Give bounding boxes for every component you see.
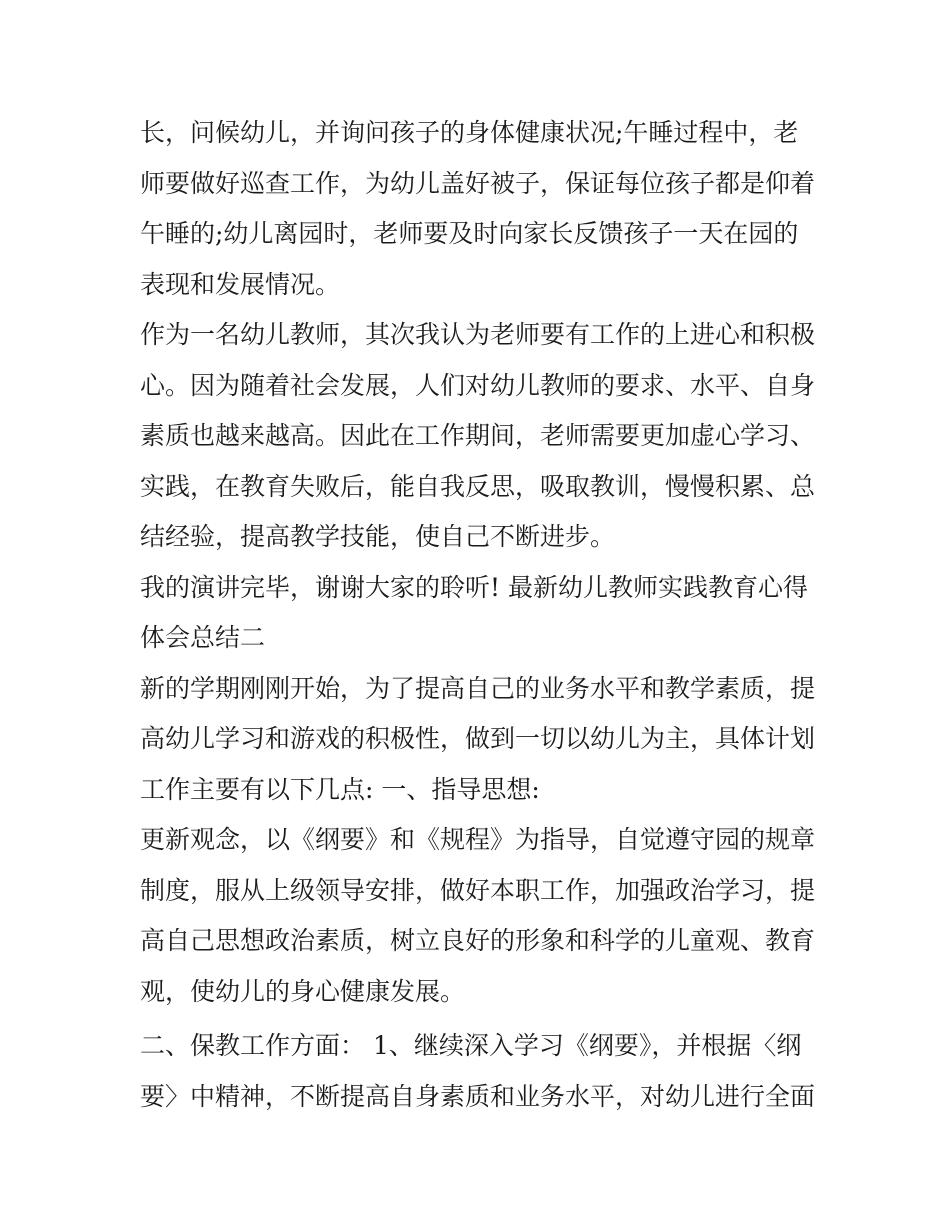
- text-line: 结经验，提高教学技能，使自己不断进步。: [140, 522, 616, 551]
- text-line: 素质也越来越高。因此在工作期间，老师需要更加虚心学习、: [140, 421, 816, 450]
- text-line: 高幼儿学习和游戏的积极性，做到一切以幼儿为主，具体计划: [140, 724, 816, 753]
- text-line: 心。因为随着社会发展，人们对幼儿教师的要求、水平、自身: [140, 370, 816, 400]
- text-line: 二、保教工作方面： 1、继续深入学习《纲要》，并根据〈纲: [140, 1031, 802, 1060]
- text-line: 观，使幼儿的身心健康发展。: [140, 976, 466, 1006]
- text-line: 更新观念，以《纲要》和《规程》为指导，自觉遵守园的规章: [140, 825, 816, 854]
- text-line: 长，问候幼儿，并询问孩子的身体健康状况;午睡过程中，老: [140, 118, 799, 147]
- text-line: 表现和发展情况。: [140, 269, 341, 299]
- text-line: 作为一名幼儿教师，其次我认为老师要有工作的上进心和积极: [140, 320, 816, 349]
- document-body: [140, 108, 816, 1122]
- text-line: 制度，服从上级领导安排，做好本职工作，加强政治学习，提: [140, 875, 816, 905]
- text-line: 师要做好巡查工作，为幼儿盖好被子，保证每位孩子都是仰着: [140, 168, 816, 198]
- text-line: 工作主要有以下几点: 一、指导思想:: [140, 774, 540, 804]
- text-line: 我的演讲完毕，谢谢大家的聆听! 最新幼儿教师实践教育心得: [140, 572, 808, 602]
- text-line: 新的学期刚刚开始，为了提高自己的业务水平和教学素质，提: [140, 673, 816, 703]
- text-line: 高自己思想政治素质，树立良好的形象和科学的儿童观、教育: [140, 926, 816, 955]
- text-line: 体会总结二: [140, 623, 266, 652]
- text-line: 实践，在教育失败后，能自我反思，吸取教训，慢慢积累、总: [140, 471, 816, 501]
- text-line: 要〉中精神，不断提高自身素质和业务水平，对幼儿进行全面: [140, 1081, 816, 1111]
- text-line: 午睡的;幼儿离园时，老师要及时向家长反馈孩子一天在园的: [140, 219, 799, 248]
